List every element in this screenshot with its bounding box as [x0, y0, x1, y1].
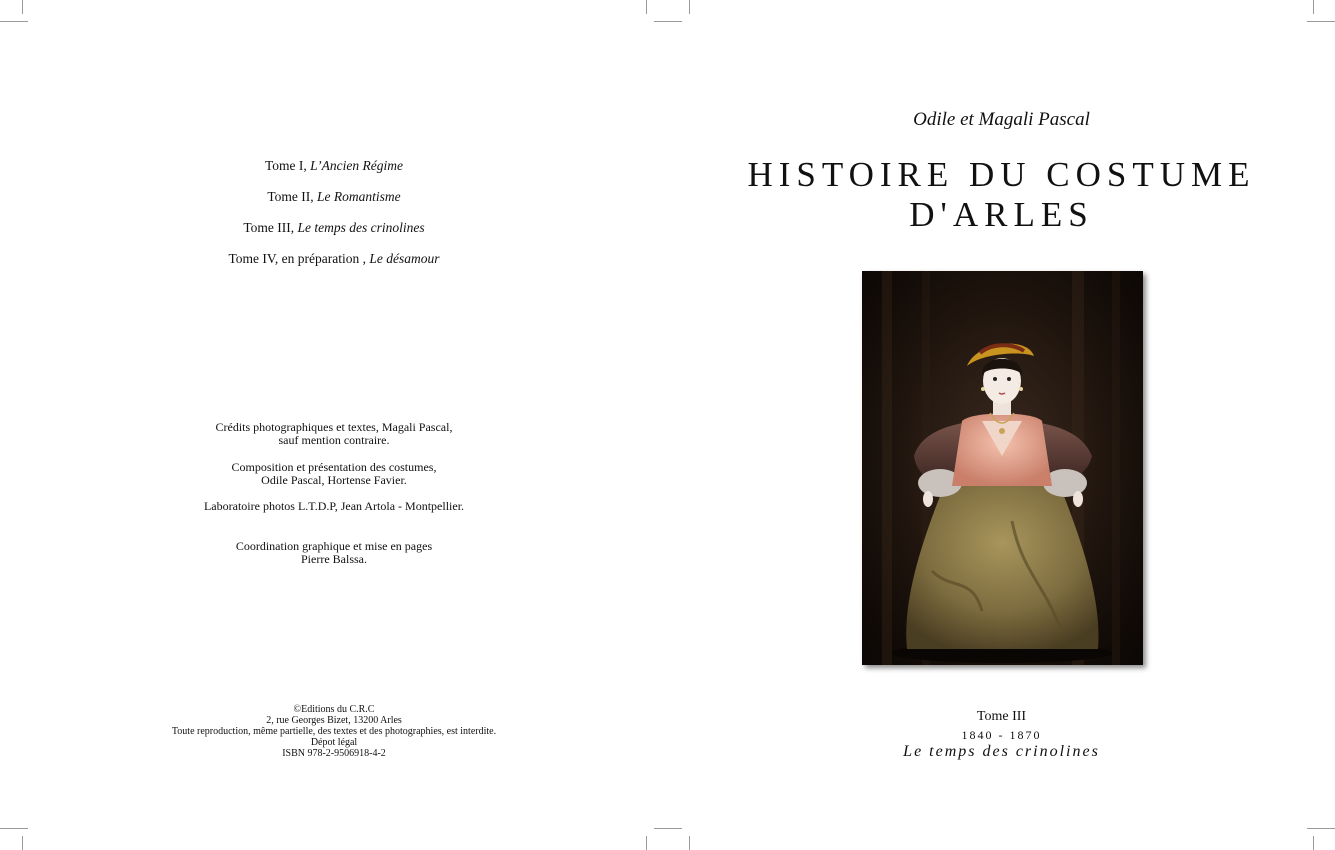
publisher-line: ©Editions du C.R.C — [293, 704, 375, 715]
publisher-line: 2, rue Georges Bizet, 13200 Arles — [266, 715, 402, 726]
series-list — [0, 158, 668, 282]
series-title: L’Ancien Régime — [310, 158, 403, 173]
publisher-line: Toute reproduction, même partielle, des textes et des photographies, est interdite. — [171, 726, 497, 737]
book-title — [668, 155, 1335, 235]
series-title: Le temps des crinolines — [297, 220, 425, 235]
series-item — [0, 189, 668, 220]
tome-label: Tome III — [976, 709, 1027, 724]
credit-line: Crédits photographiques et textes, Magali Pascal, — [215, 420, 453, 434]
series-tome: Tome III, — [243, 220, 298, 235]
credit-line: Laboratoire photos L.T.D.P, Jean Artola - Montpellier. — [203, 499, 465, 513]
series-title: Le Romantisme — [317, 189, 401, 204]
title-line: HISTOIRE DU COSTUME — [747, 155, 1256, 194]
credit-line: Odile Pascal, Hortense Favier. — [261, 473, 407, 487]
title-line: D'ARLES — [909, 195, 1094, 234]
series-tome: Tome II, — [267, 189, 318, 204]
series-tome: Tome IV, en préparation , — [228, 251, 370, 266]
years: 1840 - 1870 — [961, 728, 1042, 742]
cover-photo — [862, 271, 1143, 665]
credits-block — [0, 421, 668, 447]
publisher-block — [0, 704, 668, 759]
credits-block — [0, 540, 668, 566]
doll-illustration — [862, 271, 1143, 665]
right-page — [668, 0, 1335, 850]
publisher-line: Dépot légal — [310, 737, 358, 748]
subtitle: Le temps des crinolines — [903, 743, 1100, 760]
series-item — [0, 158, 668, 189]
credit-line: Composition et présentation des costumes, — [231, 460, 437, 474]
credits-block — [0, 500, 668, 513]
credit-line: Pierre Balssa. — [301, 552, 367, 566]
series-tome: Tome I, — [264, 158, 311, 173]
credits-block — [0, 461, 668, 487]
series-item — [0, 220, 668, 251]
series-title: Le désamour — [369, 251, 440, 266]
credit-line: Coordination graphique et mise en pages — [235, 539, 433, 553]
authors: Odile et Magali Pascal — [913, 109, 1090, 130]
series-item — [0, 251, 668, 282]
publisher-line: ISBN 978-2-9506918-4-2 — [282, 748, 386, 759]
credit-line: sauf mention contraire. — [278, 433, 390, 447]
